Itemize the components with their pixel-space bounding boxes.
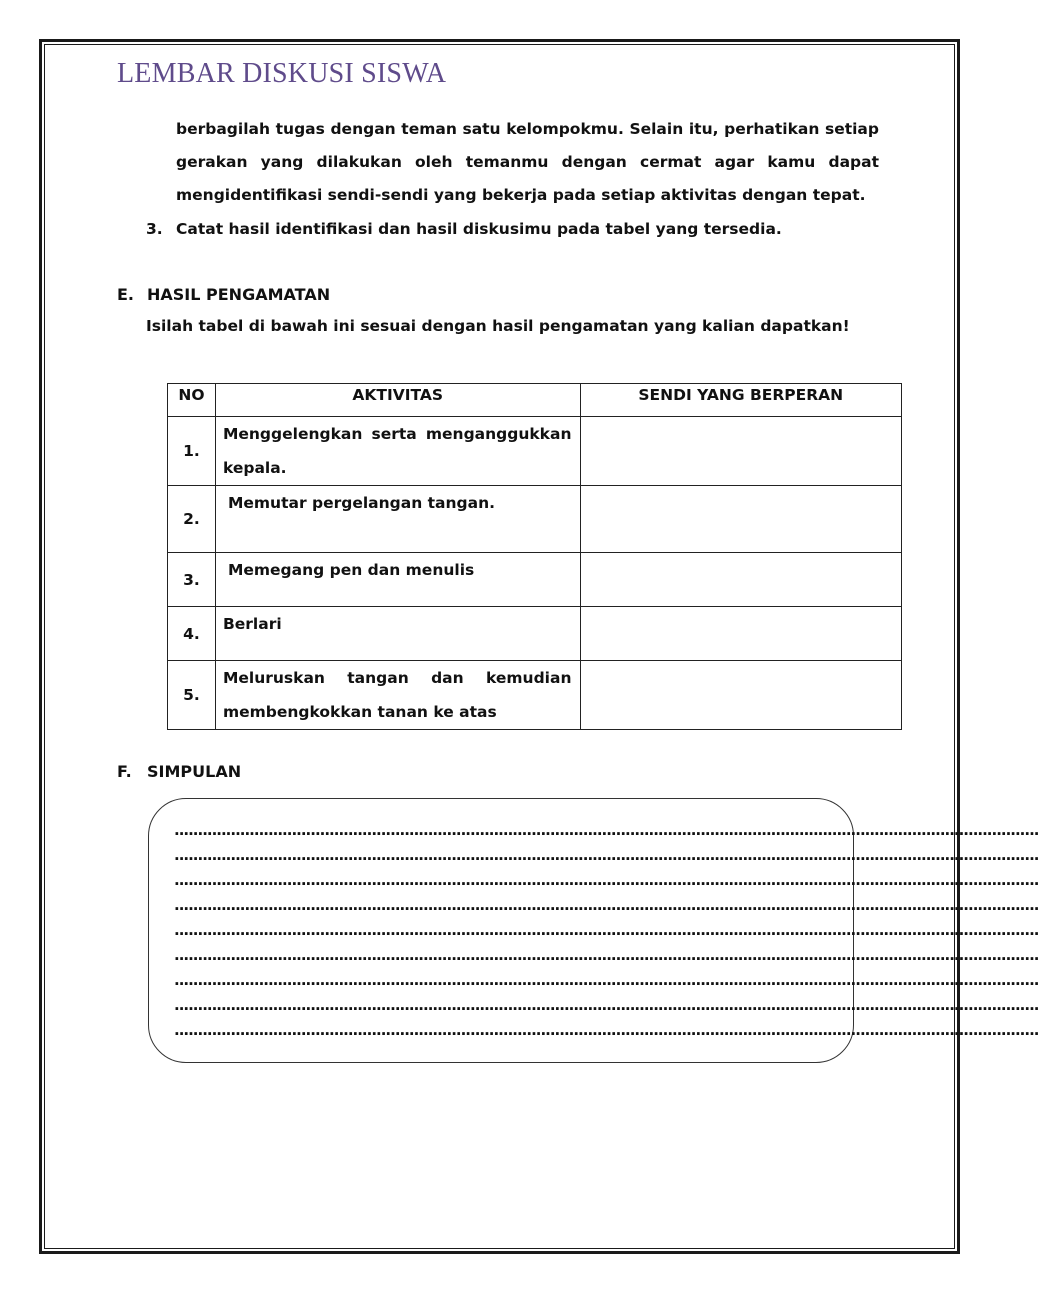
row-activity bbox=[215, 553, 580, 607]
sendi-answer-cell[interactable] bbox=[580, 553, 902, 607]
section-f-title: SIMPULAN bbox=[147, 762, 242, 781]
simpulan-dotted-line[interactable]: ........................................................................................................................................................................................ bbox=[174, 946, 1038, 964]
table-row bbox=[168, 553, 902, 607]
table-header-row bbox=[168, 384, 902, 417]
header-no: NO bbox=[168, 384, 216, 417]
simpulan-lines bbox=[174, 818, 1038, 1043]
section-e-heading bbox=[117, 285, 330, 304]
intro-line-3: mengidentifikasi sendi-sendi yang bekerja pada setiap aktivitas dengan tepat. bbox=[176, 186, 866, 204]
sendi-answer-cell[interactable] bbox=[580, 661, 902, 730]
row-activity bbox=[215, 607, 580, 661]
activity-line: Memegang pen dan menulis bbox=[227, 561, 475, 579]
simpulan-dotted-line[interactable]: ........................................................................................................................................................................................ bbox=[174, 871, 1038, 889]
section-f-heading bbox=[117, 762, 241, 781]
table-row bbox=[168, 486, 902, 553]
step-3 bbox=[146, 213, 782, 246]
section-e-instruction: Isilah tabel di bawah ini sesuai dengan hasil pengamatan yang kalian dapatkan! bbox=[146, 317, 850, 335]
page-title: LEMBAR DISKUSI SISWA bbox=[117, 58, 447, 89]
row-number: 3. bbox=[168, 553, 216, 607]
intro-line-1: berbagilah tugas dengan teman satu kelompokmu. Selain itu, perhatikan setiap bbox=[176, 120, 879, 138]
table-row bbox=[168, 417, 902, 486]
section-f-letter: F. bbox=[117, 762, 132, 781]
simpulan-dotted-line[interactable]: ........................................................................................................................................................................................ bbox=[174, 996, 1038, 1014]
step-3-text: Catat hasil identifikasi dan hasil diskusimu pada tabel yang tersedia. bbox=[176, 220, 782, 238]
activity-line: Menggelengkan serta menganggukkan bbox=[222, 425, 572, 443]
header-sendi: SENDI YANG BERPERAN bbox=[580, 384, 902, 417]
intro-line-2: gerakan yang dilakukan oleh temanmu dengan cermat agar kamu dapat bbox=[176, 153, 879, 171]
intro-paragraph bbox=[176, 113, 879, 212]
sendi-answer-cell[interactable] bbox=[580, 417, 902, 486]
row-number: 2. bbox=[168, 486, 216, 553]
step-3-number: 3. bbox=[146, 220, 163, 238]
activity-line: Meluruskan tangan dan kemudian bbox=[222, 669, 572, 687]
sendi-answer-cell[interactable] bbox=[580, 607, 902, 661]
row-activity bbox=[215, 486, 580, 553]
header-aktivitas: AKTIVITAS bbox=[215, 384, 580, 417]
simpulan-dotted-line[interactable]: ........................................................................................................................................................................................ bbox=[174, 921, 1038, 939]
row-number: 5. bbox=[168, 661, 216, 730]
row-activity bbox=[215, 661, 580, 730]
row-number: 1. bbox=[168, 417, 216, 486]
table-row bbox=[168, 661, 902, 730]
simpulan-dotted-line[interactable]: ........................................................................................................................................................................................ bbox=[174, 846, 1038, 864]
simpulan-dotted-line[interactable]: ........................................................................................................................................................................................ bbox=[174, 1021, 1038, 1039]
section-e-title: HASIL PENGAMATAN bbox=[147, 285, 331, 304]
row-activity bbox=[215, 417, 580, 486]
activity-line: kepala. bbox=[222, 459, 287, 477]
sendi-answer-cell[interactable] bbox=[580, 486, 902, 553]
table-row bbox=[168, 607, 902, 661]
simpulan-dotted-line[interactable]: ........................................................................................................................................................................................ bbox=[174, 971, 1038, 989]
activity-line: Berlari bbox=[222, 615, 282, 633]
activity-line: membengkokkan tanan ke atas bbox=[222, 703, 497, 721]
activity-line: Memutar pergelangan tangan. bbox=[227, 494, 496, 512]
observation-table bbox=[167, 383, 902, 730]
simpulan-dotted-line[interactable]: ........................................................................................................................................................................................ bbox=[174, 896, 1038, 914]
row-number: 4. bbox=[168, 607, 216, 661]
simpulan-dotted-line[interactable]: ........................................................................................................................................................................................ bbox=[174, 821, 1038, 839]
section-e-letter: E. bbox=[117, 285, 135, 304]
